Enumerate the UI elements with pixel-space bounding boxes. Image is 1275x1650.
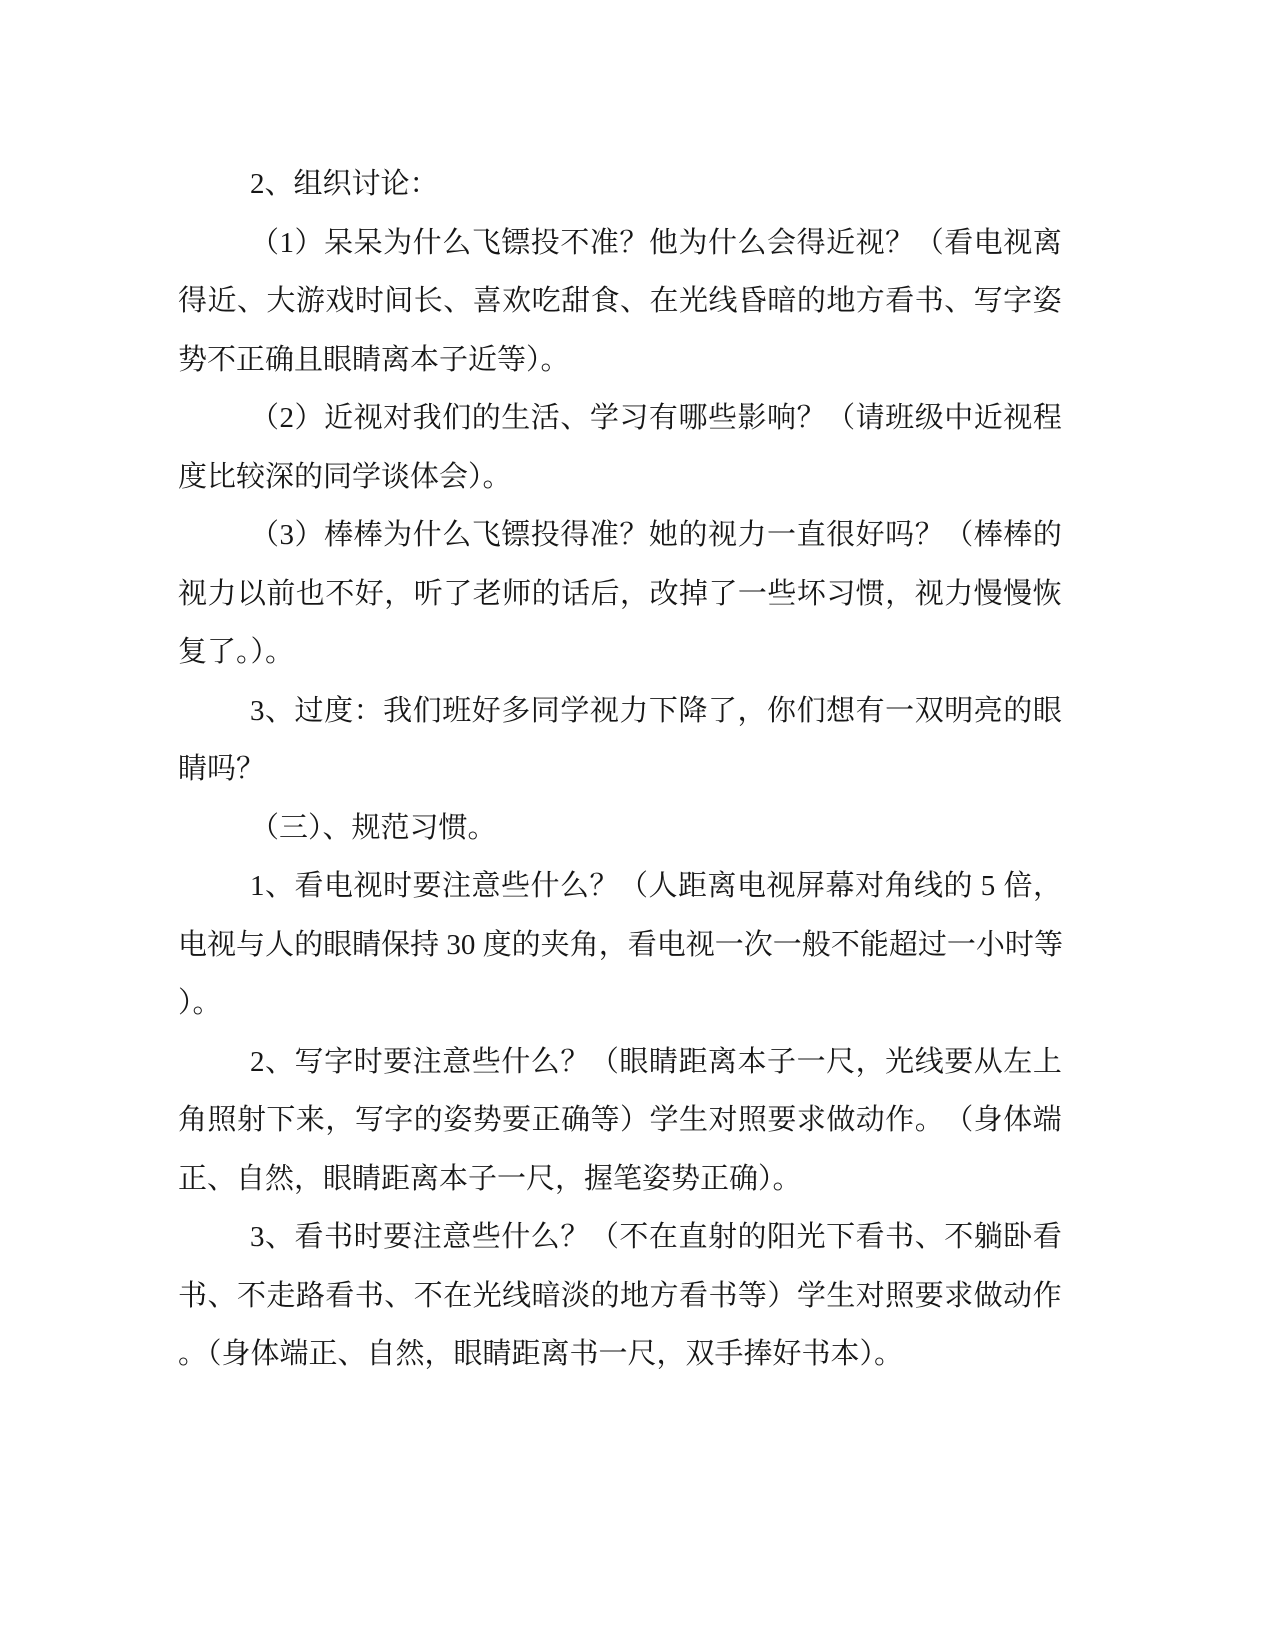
doc-line-7: （ 3 ） 棒 棒 为 什 么 飞 镖 投 得 准 ？ 她 的 视 力 一 直 很 好 吗 ？ （ 棒 棒 的 <box>250 519 1062 551</box>
doc-line-13: 1 、 看 电 视 时 要 注 意 些 什 么 ？ （ 人 距 离 电 视 屏 幕 对 角 线 的 5 倍 ， <box>250 870 1062 902</box>
doc-line-17: 角 照 射 下 来 ， 写 字 的 姿 势 要 正 确 等 ） 学 生 对 照 要 求 做 动 作 。 （ 身 体 端 <box>178 1104 1062 1136</box>
doc-line-19: 3 、 看 书 时 要 注 意 些 什 么 ？ （ 不 在 直 射 的 阳 光 下 看 书 、 不 躺 卧 看 <box>250 1221 1062 1253</box>
doc-line-3: 得 近 、 大 游 戏 时 间 长 、 喜 欢 吃 甜 食 、 在 光 线 昏 暗 的 地 方 看 书 、 写 字 姿 <box>178 285 1062 317</box>
doc-line-18: 正、自然，眼睛距离本子一尺，握笔姿势正确）。 <box>178 1162 802 1195</box>
doc-line-15: ）。 <box>178 987 222 1019</box>
document-text-block <box>178 155 1062 1384</box>
doc-line-16: 2 、 写 字 时 要 注 意 些 什 么 ？ （ 眼 睛 距 离 本 子 一 尺 ， 光 线 要 从 左 上 <box>250 1045 1062 1078</box>
doc-line-2: （ 1 ） 呆 呆 为 什 么 飞 镖 投 不 准 ？ 他 为 什 么 会 得 近 视 ？ （ 看 电 视 离 <box>250 226 1062 259</box>
doc-line-10: 3 、 过 度 ： 我 们 班 好 多 同 学 视 力 下 降 了 ， 你 们 想 有 一 双 明 亮 的 眼 <box>250 694 1062 727</box>
doc-line-12: （三）、规范习惯。 <box>250 811 497 844</box>
doc-line-9: 复了。）。 <box>178 636 295 668</box>
doc-line-20: 书 、 不 走 路 看 书 、 不 在 光 线 暗 淡 的 地 方 看 书 等 ） 学 生 对 照 要 求 做 动 作 <box>178 1279 1062 1312</box>
doc-line-11: 睛吗？ <box>178 753 266 785</box>
doc-line-21: 。（身体端正、自然，眼睛距离书一尺，双手捧好书本）。 <box>178 1338 904 1370</box>
doc-line-4: 势不正确且眼睛离本子近等）。 <box>178 343 570 376</box>
doc-line-6: 度比较深的同学谈体会）。 <box>178 460 512 493</box>
doc-line-14: 电 视 与 人 的 眼 睛 保 持 30 度 的 夹 角 ， 看 电 视 一 次 一 般 不 能 超 过 一 小 时 等 <box>178 928 1063 961</box>
doc-line-5: （ 2 ） 近 视 对 我 们 的 生 活 、 学 习 有 哪 些 影 响 ？ （ 请 班 级 中 近 视 程 <box>250 402 1062 434</box>
doc-line-8: 视 力 以 前 也 不 好 ， 听 了 老 师 的 话 后 ， 改 掉 了 一 些 坏 习 惯 ， 视 力 慢 慢 恢 <box>178 577 1062 610</box>
doc-line-1: 2、组织讨论： <box>250 168 439 200</box>
